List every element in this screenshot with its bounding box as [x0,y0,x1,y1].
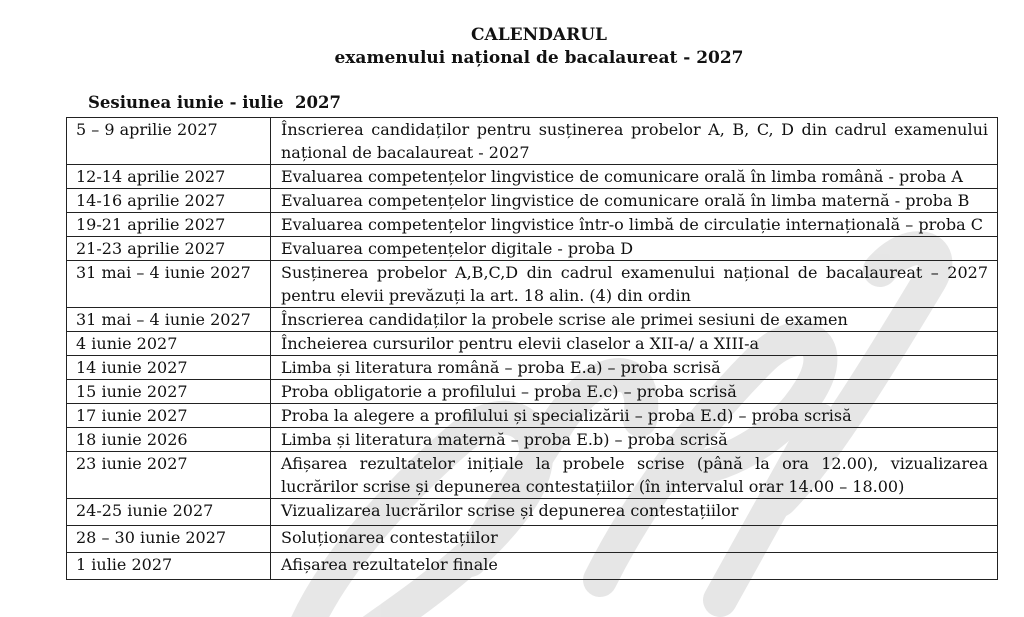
table-row [67,165,998,189]
row-date: 5 – 9 aprilie 2027 [67,118,271,165]
table-row [67,428,998,452]
table-row [67,526,998,553]
calendar-table [66,117,998,580]
row-description: Înscrierea candidaților pentru susținerea probelor A, B, C, D din cadrul examenului național de bacalaureat - 2027 [271,118,998,165]
row-description: Evaluarea competențelor digitale - proba D [271,237,998,261]
row-date: 15 iunie 2027 [67,380,271,404]
table-row [67,261,998,308]
table-row [67,356,998,380]
row-description: Limba și literatura română – proba E.a) – proba scrisă [271,356,998,380]
row-description: Evaluarea competențelor lingvistice de comunicare orală în limba maternă - proba B [271,189,998,213]
row-date: 12-14 aprilie 2027 [67,165,271,189]
row-description: Proba obligatorie a profilului – proba E.c) – proba scrisă [271,380,998,404]
row-date: 1 iulie 2027 [67,553,271,580]
row-date: 31 mai – 4 iunie 2027 [67,261,271,308]
row-date: 31 mai – 4 iunie 2027 [67,308,271,332]
document-title: CALENDARUL [470,25,607,45]
document-header [0,24,1024,70]
row-description: Soluționarea contestațiilor [271,526,998,553]
row-description: Limba și literatura maternă – proba E.b) – proba scrisă [271,428,998,452]
row-date: 28 – 30 iunie 2027 [67,526,271,553]
row-description: Încheierea cursurilor pentru elevii claselor a XII-a/ a XIII-a [271,332,998,356]
row-date: 23 iunie 2027 [67,452,271,499]
document-subtitle: examenului național de bacalaureat - 2027 [334,48,744,68]
row-date: 14-16 aprilie 2027 [67,189,271,213]
row-description: Evaluarea competențelor lingvistice de comunicare orală în limba română - proba A [271,165,998,189]
table-row [67,553,998,580]
session-heading: Sesiunea iunie - iulie 2027 [88,93,341,112]
row-description: Vizualizarea lucrărilor scrise și depunerea contestațiilor [271,499,998,526]
table-row [67,213,998,237]
table-row [67,404,998,428]
row-date: 14 iunie 2027 [67,356,271,380]
table-row [67,308,998,332]
table-row [67,499,998,526]
row-description: Afișarea rezultatelor finale [271,553,998,580]
table-row [67,452,998,499]
row-description: Afișarea rezultatelor inițiale la probele scrise (până la ora 12.00), vizualizarea lucrărilor scrise și depunerea contestațiilor (în intervalul orar 14.00 – 18.00) [271,452,998,499]
row-date: 21-23 aprilie 2027 [67,237,271,261]
table-row [67,332,998,356]
calendar-table-body [67,118,998,580]
table-row [67,380,998,404]
row-date: 18 iunie 2026 [67,428,271,452]
table-row [67,237,998,261]
row-description: Proba la alegere a profilului și specializării – proba E.d) – proba scrisă [271,404,998,428]
table-row [67,189,998,213]
row-date: 24-25 iunie 2027 [67,499,271,526]
row-description: Înscrierea candidaților la probele scrise ale primei sesiuni de examen [271,308,998,332]
row-description: Evaluarea competențelor lingvistice într-o limbă de circulație internațională – proba C [271,213,998,237]
row-description: Susținerea probelor A,B,C,D din cadrul examenului național de bacalaureat – 2027 pentru elevii prevăzuți la art. 18 alin. (4) din ordin [271,261,998,308]
table-row [67,118,998,165]
row-date: 19-21 aprilie 2027 [67,213,271,237]
row-date: 4 iunie 2027 [67,332,271,356]
row-date: 17 iunie 2027 [67,404,271,428]
